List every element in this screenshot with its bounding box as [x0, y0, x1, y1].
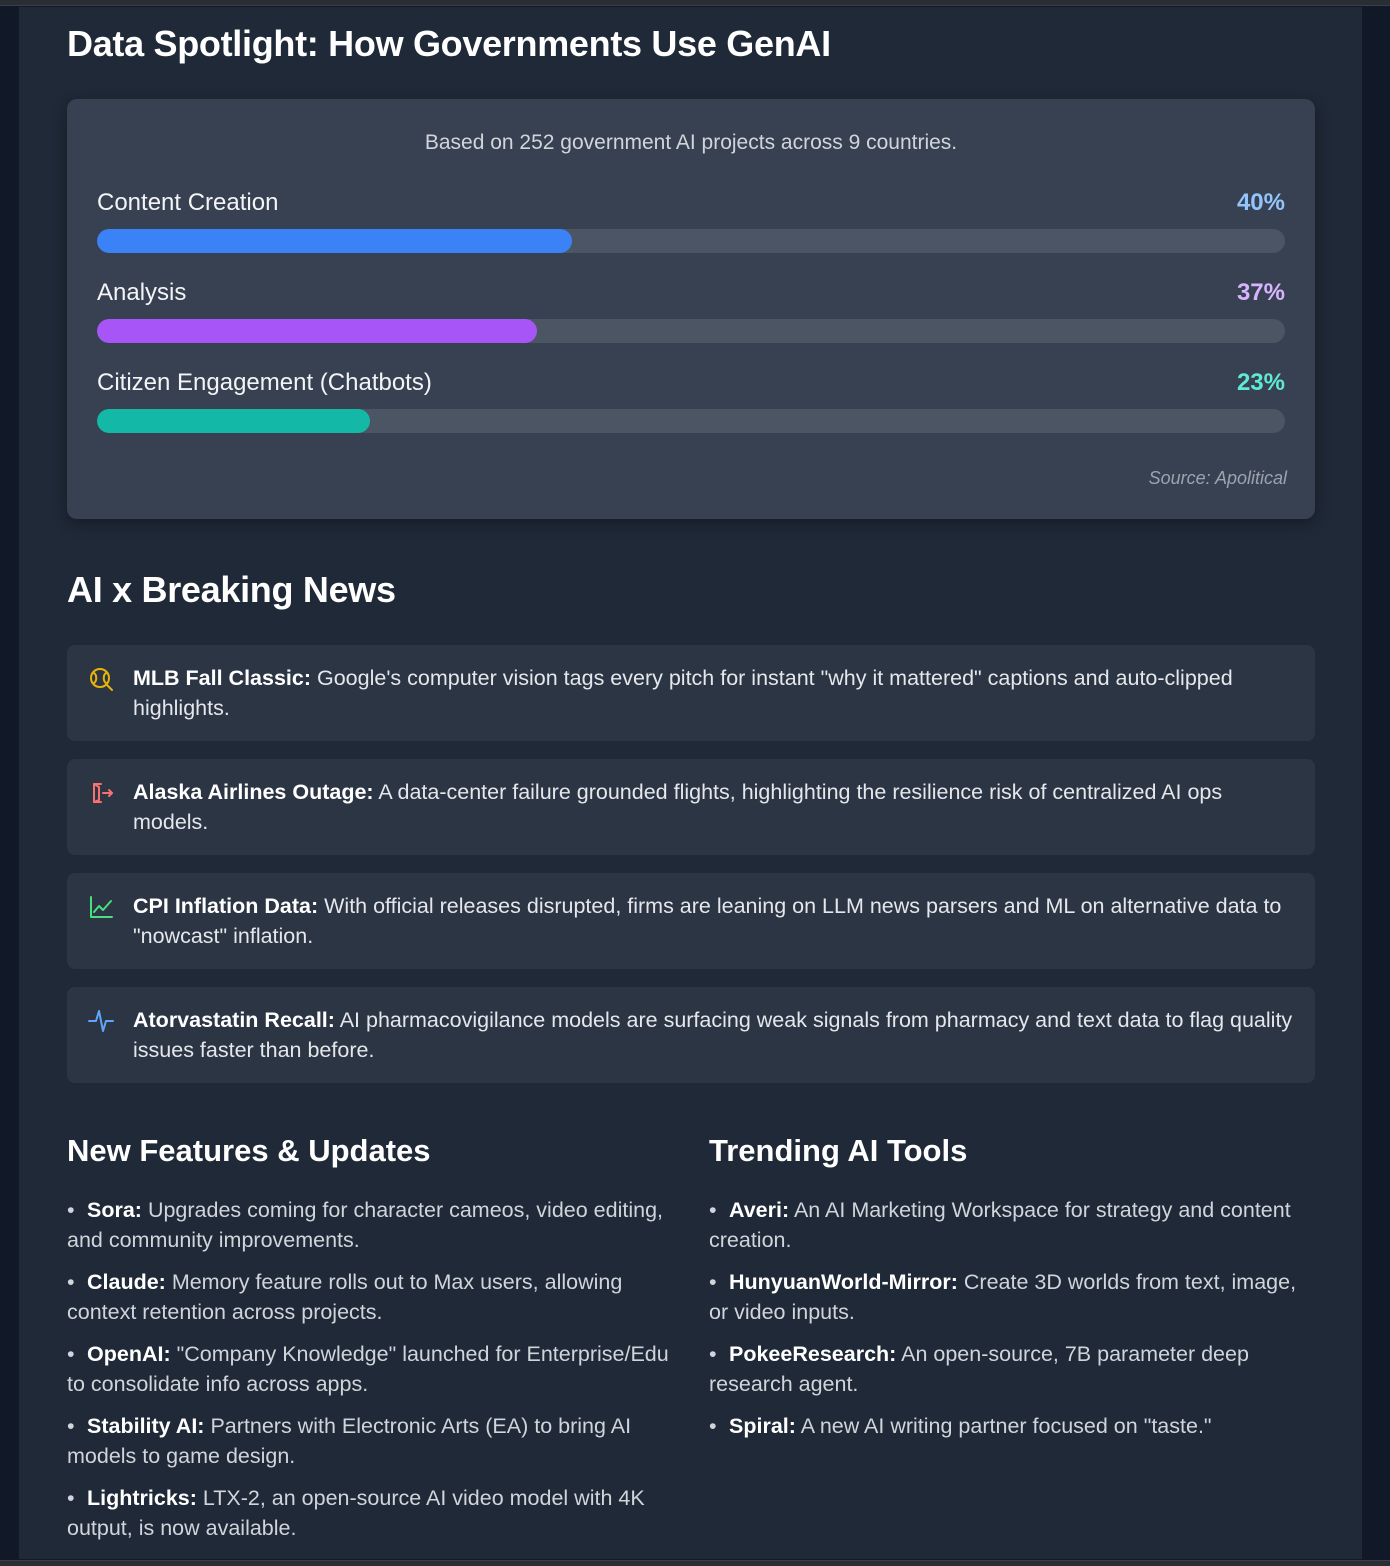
news-item	[67, 987, 1315, 1083]
list-item: • Spiral: A new AI writing partner focused on "taste."	[709, 1414, 1212, 1438]
item-name: OpenAI:	[87, 1342, 171, 1366]
bar-row-analysis	[97, 279, 1285, 309]
plane-exit-icon	[87, 779, 115, 807]
bar-row-citizen-engagement	[97, 369, 1285, 399]
spotlight-card	[67, 99, 1315, 519]
item-name: PokeeResearch:	[729, 1342, 897, 1366]
bar-label: Content Creation	[97, 189, 279, 216]
item-name: Averi:	[729, 1198, 790, 1222]
list-item: • Averi: An AI Marketing Workspace for strategy and content creation.	[709, 1198, 1291, 1252]
list-item: • PokeeResearch: An open-source, 7B parameter deep research agent.	[709, 1342, 1249, 1396]
bar-fill	[97, 409, 370, 433]
item-text: LTX-2, an open-source AI video model with 4K output, is now available.	[67, 1486, 645, 1540]
spotlight-source: Source: Apolitical	[1148, 468, 1287, 488]
window-bottom-edge	[0, 1560, 1390, 1566]
news-headline: Atorvastatin Recall:	[133, 1008, 335, 1032]
item-text: An AI Marketing Workspace for strategy and content creation.	[709, 1198, 1291, 1252]
bar-percent: 40%	[1236, 189, 1285, 216]
spotlight-subtitle: Based on 252 government AI projects across 9 countries.	[424, 131, 958, 154]
list-item: • Claude: Memory feature rolls out to Max users, allowing context retention across projects.	[67, 1270, 623, 1324]
news-section-title: AI x Breaking News	[67, 569, 396, 610]
item-text: An open-source, 7B parameter deep research agent.	[709, 1342, 1249, 1396]
bar-track	[97, 319, 1285, 343]
item-text: Partners with Electronic Arts (EA) to bring AI models to game design.	[67, 1414, 632, 1468]
list-item: • Stability AI: Partners with Electronic Arts (EA) to bring AI models to game design.	[67, 1414, 632, 1468]
news-headline: CPI Inflation Data:	[133, 894, 319, 918]
item-name: Claude:	[87, 1270, 166, 1294]
news-item	[67, 873, 1315, 969]
bar-label: Citizen Engagement (Chatbots)	[97, 369, 432, 396]
news-text	[133, 663, 1299, 723]
item-text: Upgrades coming for character cameos, video editing, and community improvements.	[67, 1198, 664, 1252]
list-item: • Sora: Upgrades coming for character cameos, video editing, and community improvements.	[67, 1198, 664, 1252]
tools-title: Trending AI Tools	[709, 1133, 968, 1168]
bar-percent: 23%	[1236, 369, 1285, 396]
news-headline: MLB Fall Classic:	[133, 666, 312, 690]
item-name: Spiral:	[729, 1414, 796, 1438]
news-text	[133, 1005, 1299, 1065]
features-title: New Features & Updates	[67, 1133, 431, 1168]
tools-list	[709, 1195, 1315, 1453]
window-top-edge	[0, 0, 1390, 6]
bar-label: Analysis	[97, 279, 187, 306]
newsletter-page	[19, 7, 1362, 1559]
bar-row-content-creation	[97, 189, 1285, 219]
item-name: HunyuanWorld-Mirror:	[729, 1270, 958, 1294]
bar-fill	[97, 319, 537, 343]
news-body: Google's computer vision tags every pitch for instant "why it mattered" captions and auto-clipped highlights.	[133, 666, 1233, 720]
news-text	[133, 891, 1299, 951]
bar-percent: 37%	[1236, 279, 1285, 306]
bar-fill	[97, 229, 572, 253]
news-body: With official releases disrupted, firms are leaning on LLM news parsers and ML on alternative data to "nowcast" inflation.	[133, 894, 1282, 948]
news-body: AI pharmacovigilance models are surfacing weak signals from pharmacy and text data to flag quality issues faster than before.	[133, 1008, 1293, 1062]
spotlight-title: Data Spotlight: How Governments Use GenAI	[67, 23, 831, 64]
baseball-icon	[87, 665, 115, 693]
list-item: • HunyuanWorld-Mirror: Create 3D worlds from text, image, or video inputs.	[709, 1270, 1297, 1324]
line-chart-icon	[87, 893, 115, 921]
item-name: Lightricks:	[87, 1486, 197, 1510]
news-item	[67, 645, 1315, 741]
bar-track	[97, 409, 1285, 433]
news-text	[133, 777, 1299, 837]
item-name: Stability AI:	[87, 1414, 205, 1438]
list-item: • Lightricks: LTX-2, an open-source AI video model with 4K output, is now available.	[67, 1486, 645, 1540]
news-headline: Alaska Airlines Outage:	[133, 780, 374, 804]
item-text: "Company Knowledge" launched for Enterprise/Edu to consolidate info across apps.	[67, 1342, 669, 1396]
features-list	[67, 1195, 677, 1555]
news-body: A data-center failure grounded flights, highlighting the resilience risk of centralized AI ops models.	[133, 780, 1223, 834]
news-item	[67, 759, 1315, 855]
item-text: Create 3D worlds from text, image, or video inputs.	[709, 1270, 1297, 1324]
item-text: A new AI writing partner focused on "taste."	[795, 1414, 1212, 1438]
pulse-icon	[87, 1007, 115, 1035]
list-item: • OpenAI: "Company Knowledge" launched for Enterprise/Edu to consolidate info across apps.	[67, 1342, 669, 1396]
bar-track	[97, 229, 1285, 253]
item-name: Sora:	[87, 1198, 142, 1222]
item-text: Memory feature rolls out to Max users, allowing context retention across projects.	[67, 1270, 623, 1324]
